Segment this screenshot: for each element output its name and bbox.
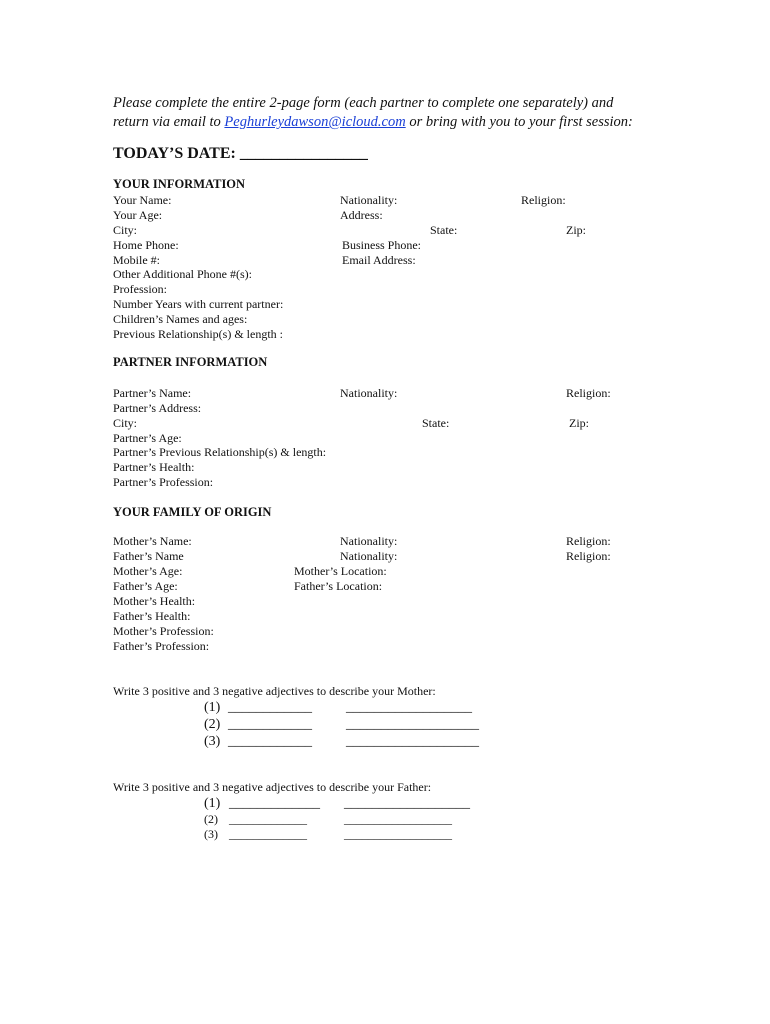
mother-adjectives-prompt: Write 3 positive and 3 negative adjectives to describe your Mother:: [113, 684, 436, 698]
partner-health-label: Partner’s Health:: [113, 460, 195, 474]
mother-adj-number: (2): [204, 717, 221, 732]
father-nationality-label: Nationality:: [340, 549, 398, 563]
mother-profession-label: Mother’s Profession:: [113, 624, 214, 638]
other-phone-label: Other Additional Phone #(s):: [113, 267, 252, 281]
father-location-label: Father’s Location:: [294, 579, 383, 593]
intro-text-post: or bring with you to your first session:: [405, 114, 633, 130]
your-age-label: Your Age:: [113, 208, 163, 222]
father-negative-adj-field[interactable]: __________________: [344, 796, 470, 811]
father-name-label: Father’s Name: [113, 549, 184, 563]
mother-name-label: Mother’s Name:: [113, 534, 192, 548]
father-religion-label: Religion:: [566, 549, 611, 563]
intro-text-pre: return via email to: [113, 114, 225, 130]
partner-city-label: City:: [113, 416, 138, 430]
previous-relationships-label: Previous Relationship(s) & length :: [113, 327, 283, 341]
partner-state-label: State:: [422, 416, 450, 430]
mother-health-label: Mother’s Health:: [113, 594, 196, 608]
email-link[interactable]: Peghurleydawson@icloud.com: [224, 114, 406, 130]
todays-date-field[interactable]: TODAY’S DATE: ________________: [113, 145, 368, 162]
your-zip-label: Zip:: [566, 223, 586, 237]
partner-previous-relationships-label: Partner’s Previous Relationship(s) & length:: [113, 445, 327, 459]
mother-adj-number: (3): [204, 734, 221, 749]
mother-positive-adj-field[interactable]: ____________: [228, 717, 312, 732]
partner-zip-label: Zip:: [569, 416, 589, 430]
partner-profession-label: Partner’s Profession:: [113, 475, 214, 489]
partner-religion-label: Religion:: [566, 386, 611, 400]
mother-age-label: Mother’s Age:: [113, 564, 183, 578]
your-information-heading: YOUR INFORMATION: [113, 177, 246, 191]
father-adj-number: (3): [204, 827, 218, 841]
business-phone-label: Business Phone:: [342, 238, 422, 252]
partner-age-label: Partner’s Age:: [113, 431, 182, 445]
father-positive-adj-field[interactable]: _____________: [229, 827, 307, 841]
father-profession-label: Father’s Profession:: [113, 639, 210, 653]
mother-positive-adj-field[interactable]: ____________: [228, 700, 312, 715]
partner-name-label: Partner’s Name:: [113, 386, 192, 400]
your-city-label: City:: [113, 223, 138, 237]
family-of-origin-heading: YOUR FAMILY OF ORIGIN: [113, 505, 272, 519]
mother-negative-adj-field[interactable]: ___________________: [346, 734, 479, 749]
your-religion-label: Religion:: [521, 193, 566, 207]
mother-negative-adj-field[interactable]: __________________: [346, 700, 472, 715]
years-with-partner-label: Number Years with current partner:: [113, 297, 284, 311]
father-negative-adj-field[interactable]: __________________: [344, 827, 452, 841]
profession-label: Profession:: [113, 282, 167, 296]
your-nationality-label: Nationality:: [340, 193, 398, 207]
your-name-label: Your Name:: [113, 193, 172, 207]
father-positive-adj-field[interactable]: _____________: [229, 796, 320, 811]
father-positive-adj-field[interactable]: _____________: [229, 812, 307, 826]
father-age-label: Father’s Age:: [113, 579, 178, 593]
email-address-label: Email Address:: [342, 253, 416, 267]
mother-adj-number: (1): [204, 700, 221, 715]
father-adjectives-prompt: Write 3 positive and 3 negative adjectives to describe your Father:: [113, 780, 432, 794]
intro-line-2: [113, 113, 633, 132]
your-state-label: State:: [430, 223, 458, 237]
mother-nationality-label: Nationality:: [340, 534, 398, 548]
partner-address-label: Partner’s Address:: [113, 401, 202, 415]
intro-line-1: Please complete the entire 2-page form (each partner to complete one separately) and: [113, 95, 614, 111]
home-phone-label: Home Phone:: [113, 238, 179, 252]
father-health-label: Father’s Health:: [113, 609, 191, 623]
mobile-label: Mobile #:: [113, 253, 160, 267]
mother-negative-adj-field[interactable]: ___________________: [346, 717, 479, 732]
mother-location-label: Mother’s Location:: [294, 564, 387, 578]
father-adj-number: (1): [204, 796, 221, 811]
father-negative-adj-field[interactable]: __________________: [344, 812, 452, 826]
partner-information-heading: PARTNER INFORMATION: [113, 355, 268, 369]
father-adj-number: (2): [204, 812, 218, 826]
your-address-label: Address:: [340, 208, 383, 222]
mother-positive-adj-field[interactable]: ____________: [228, 734, 312, 749]
partner-nationality-label: Nationality:: [340, 386, 398, 400]
children-label: Children’s Names and ages:: [113, 312, 248, 326]
mother-religion-label: Religion:: [566, 534, 611, 548]
